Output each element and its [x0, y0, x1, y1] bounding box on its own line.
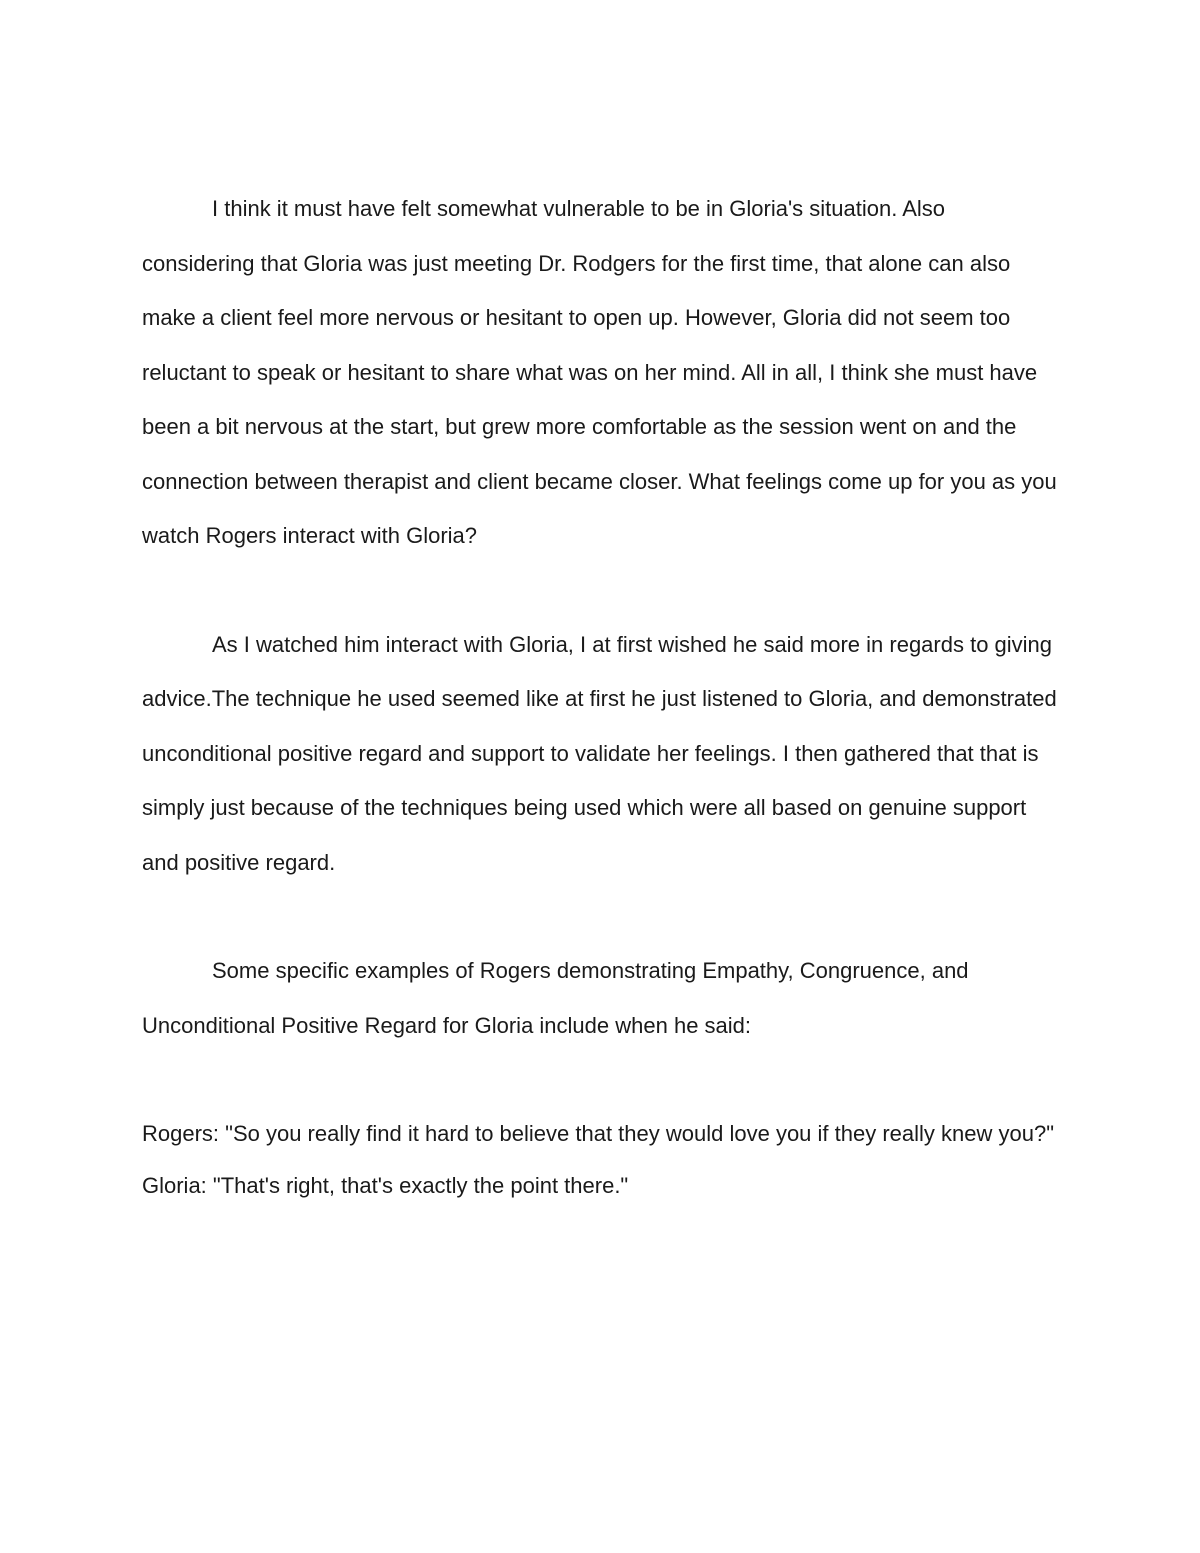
paragraph-1: I think it must have felt somewhat vulnerable to be in Gloria's situation. Also considering that Gloria was just meeting Dr. Rodgers for the first time, that alone can also make a client feel more nervous or hesitant to open up. However, Gloria did not seem too reluctant to speak or hesitant to share what was on her mind. All in all, I think she must have been a bit nervous at the start, but grew more comfortable as the session went on and the connection between therapist and client became closer. What feelings come up for you as you watch Rogers interact with Gloria?	[142, 196, 1057, 548]
paragraph-3: Some specific examples of Rogers demonstrating Empathy, Congruence, and Unconditional Positive Regard for Gloria include when he said:	[142, 958, 969, 1038]
dialogue-block	[142, 1107, 1062, 1213]
dialogue-line-gloria: Gloria: "That's right, that's exactly the point there."	[142, 1172, 629, 1198]
paragraph-spacer	[142, 890, 1062, 944]
paragraph-spacer	[142, 1053, 1062, 1107]
paragraph-spacer	[142, 564, 1062, 618]
dialogue-line-rogers: Rogers: "So you really find it hard to believe that they would love you if they really knew you?"	[142, 1121, 1055, 1146]
paragraph-2: As I watched him interact with Gloria, I at first wished he said more in regards to giving advice.The technique he used seemed like at first he just listened to Gloria, and demonstrated unconditional positive regard and support to validate her feelings. I then gathered that that is simply just because of the techniques being used which were all based on genuine support and positive regard.	[142, 631, 1057, 875]
document-body	[142, 182, 1062, 1213]
